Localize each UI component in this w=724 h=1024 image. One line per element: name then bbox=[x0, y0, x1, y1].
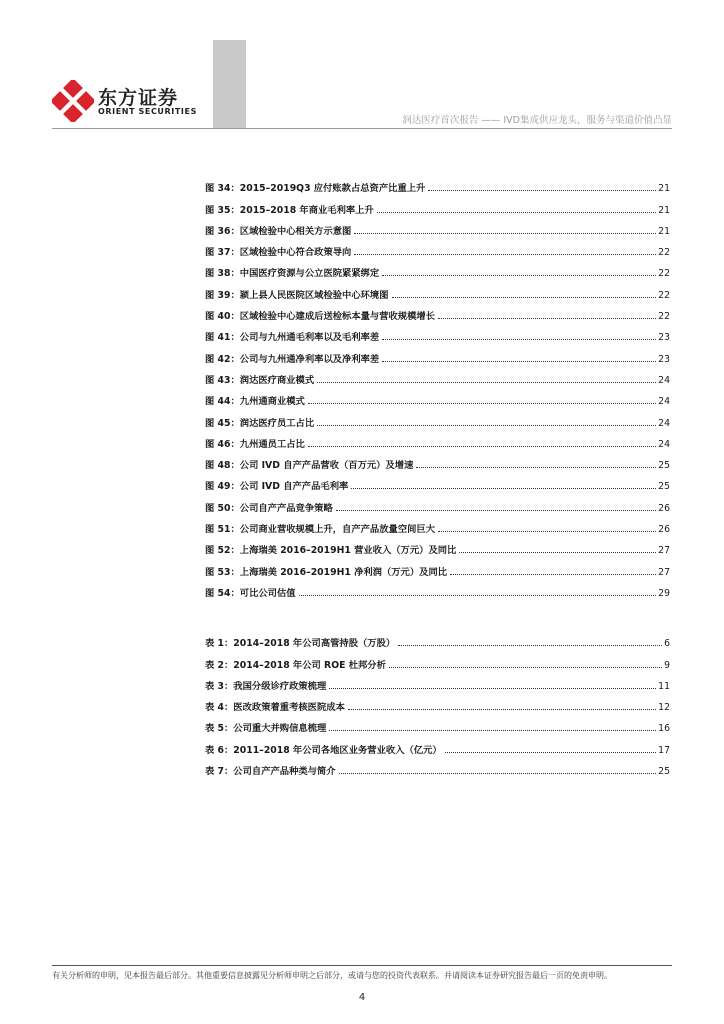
figure-toc-entry[interactable] bbox=[205, 365, 670, 386]
dot-leader bbox=[317, 382, 656, 383]
figure-toc-entry[interactable] bbox=[205, 578, 670, 599]
figure-toc-entry[interactable] bbox=[205, 514, 670, 535]
figure-toc-entry[interactable] bbox=[205, 471, 670, 492]
toc-page-number: 23 bbox=[658, 332, 670, 344]
dot-leader bbox=[438, 318, 656, 319]
table-toc-entry[interactable] bbox=[205, 756, 670, 777]
dot-leader bbox=[299, 595, 657, 596]
toc-page-number: 21 bbox=[658, 183, 670, 195]
dot-leader bbox=[354, 233, 656, 234]
table-toc-entry[interactable] bbox=[205, 628, 670, 649]
dot-leader bbox=[308, 446, 656, 447]
toc-entry-title: 图 34：2015–2019Q3 应付账款占总资产比重上升 bbox=[205, 183, 426, 195]
toc-page-number: 25 bbox=[658, 460, 670, 472]
figure-toc-entry[interactable] bbox=[205, 194, 670, 215]
toc-page-number: 9 bbox=[664, 659, 670, 671]
figure-toc-entry[interactable] bbox=[205, 407, 670, 428]
toc-entry-title: 表 6：2011–2018 年公司各地区业务营业收入（亿元） bbox=[205, 744, 442, 756]
toc-page-number: 26 bbox=[658, 524, 670, 536]
table-toc-entry[interactable] bbox=[205, 734, 670, 755]
toc-entry-title: 图 46：九州通员工占比 bbox=[205, 438, 305, 450]
dot-leader bbox=[348, 709, 656, 710]
toc-entry-title: 图 53：上海瑞美 2016–2019H1 净利润（万元）及同比 bbox=[205, 566, 448, 578]
table-toc-entry[interactable] bbox=[205, 713, 670, 734]
toc-entry-title: 表 2：2014–2018 年公司 ROE 杜邦分析 bbox=[205, 659, 386, 671]
toc-page-number: 27 bbox=[658, 566, 670, 578]
toc-entry-title: 图 45：润达医疗员工占比 bbox=[205, 417, 315, 429]
toc-entry-title: 图 37：区域检验中心符合政策导向 bbox=[205, 247, 352, 259]
toc-entry-title: 图 40：区域检验中心建成后送检标本量与营收规模增长 bbox=[205, 311, 436, 323]
toc-entry-title: 图 43：润达医疗商业模式 bbox=[205, 374, 315, 386]
toc-entry-title: 图 42：公司与九州通净利率以及净利率差 bbox=[205, 353, 380, 365]
toc-entry-title: 表 3：我国分级诊疗政策梳理 bbox=[205, 680, 327, 692]
toc-entry-title: 表 4：医改政策着重考核医院成本 bbox=[205, 702, 345, 714]
toc-entry-title: 图 52：上海瑞美 2016–2019H1 营业收入（万元）及同比 bbox=[205, 545, 457, 557]
toc-entry-title: 图 48：公司 IVD 自产产品营收（百万元）及增速 bbox=[205, 460, 414, 472]
toc-page-number: 21 bbox=[658, 225, 670, 237]
table-toc-entry[interactable] bbox=[205, 692, 670, 713]
toc-page-number: 21 bbox=[658, 204, 670, 216]
dot-leader bbox=[329, 688, 656, 689]
dot-leader bbox=[459, 552, 656, 553]
table-list bbox=[205, 628, 670, 777]
toc-entry-title: 图 35：2015–2018 年商业毛利率上升 bbox=[205, 204, 374, 216]
dot-leader bbox=[382, 361, 656, 362]
figure-toc-entry[interactable] bbox=[205, 343, 670, 364]
toc-page-number: 24 bbox=[658, 438, 670, 450]
dot-leader bbox=[377, 212, 656, 213]
logo-english-name: ORIENT SECURITIES bbox=[98, 107, 197, 116]
dot-leader bbox=[428, 190, 656, 191]
dot-leader bbox=[308, 403, 656, 404]
toc-entry-title: 图 38：中国医疗资源与公立医院紧紧绑定 bbox=[205, 268, 380, 280]
toc-page-number: 29 bbox=[658, 587, 670, 599]
figure-toc-entry[interactable] bbox=[205, 386, 670, 407]
dot-leader bbox=[339, 773, 657, 774]
footer-divider bbox=[52, 965, 672, 966]
figure-toc-entry[interactable] bbox=[205, 216, 670, 237]
dot-leader bbox=[450, 574, 656, 575]
dot-leader bbox=[438, 531, 656, 532]
toc-page-number: 27 bbox=[658, 545, 670, 557]
toc-page-number: 24 bbox=[658, 396, 670, 408]
toc-entry-title: 图 50：公司自产产品竞争策略 bbox=[205, 502, 333, 514]
logo-mark-icon bbox=[52, 80, 94, 122]
toc-entry-title: 图 54：可比公司估值 bbox=[205, 587, 296, 599]
toc-page-number: 12 bbox=[658, 702, 670, 714]
dot-leader bbox=[354, 254, 656, 255]
toc-entry-title: 表 1：2014–2018 年公司高管持股（万股） bbox=[205, 638, 396, 650]
table-toc-entry[interactable] bbox=[205, 671, 670, 692]
dot-leader bbox=[336, 510, 656, 511]
dot-leader bbox=[392, 297, 657, 298]
toc-page-number: 22 bbox=[658, 247, 670, 259]
page-number: 4 bbox=[358, 992, 366, 1003]
orient-securities-logo bbox=[52, 80, 202, 120]
toc-page-number: 25 bbox=[658, 766, 670, 778]
toc-page-number: 17 bbox=[658, 744, 670, 756]
header-divider bbox=[52, 128, 672, 129]
toc-page-number: 25 bbox=[658, 481, 670, 493]
dot-leader bbox=[329, 730, 656, 731]
figure-toc-entry[interactable] bbox=[205, 173, 670, 194]
toc-entry-title: 图 36：区域检验中心相关方示意图 bbox=[205, 225, 352, 237]
toc-page-number: 22 bbox=[658, 311, 670, 323]
report-subtitle: 润达医疗首次报告 —— IVD集成供应龙头，服务与渠道价值凸显 bbox=[402, 115, 672, 126]
figure-toc-entry[interactable] bbox=[205, 492, 670, 513]
figure-toc-entry[interactable] bbox=[205, 258, 670, 279]
dot-leader bbox=[416, 467, 656, 468]
dot-leader bbox=[351, 488, 656, 489]
toc-page-number: 6 bbox=[664, 638, 670, 650]
toc-entry-title: 图 41：公司与九州通毛利率以及毛利率差 bbox=[205, 332, 380, 344]
dot-leader bbox=[445, 752, 656, 753]
dot-leader bbox=[389, 667, 662, 668]
figure-toc-entry[interactable] bbox=[205, 450, 670, 471]
figure-toc-entry[interactable] bbox=[205, 322, 670, 343]
figure-toc-entry[interactable] bbox=[205, 301, 670, 322]
toc-entry-title: 图 39：颍上县人民医院区域检验中心环境图 bbox=[205, 289, 389, 301]
figure-toc-entry[interactable] bbox=[205, 237, 670, 258]
toc-page-number: 23 bbox=[658, 353, 670, 365]
dot-leader bbox=[398, 645, 662, 646]
figure-toc-entry[interactable] bbox=[205, 556, 670, 577]
header-gray-block bbox=[213, 40, 246, 128]
figure-list bbox=[205, 173, 670, 599]
footer-disclaimer: 有关分析师的申明，见本报告最后部分。其他重要信息披露见分析师申明之后部分，或请与您的投资代表联系。并请阅读本证券研究报告最后一页的免责申明。 bbox=[52, 971, 612, 980]
logo-chinese-name: 东方证券 bbox=[98, 87, 179, 109]
toc-page-number: 24 bbox=[658, 417, 670, 429]
toc-page-number: 26 bbox=[658, 502, 670, 514]
table-toc-entry[interactable] bbox=[205, 649, 670, 670]
toc-entry-title: 表 5：公司重大并购信息梳理 bbox=[205, 723, 327, 735]
dot-leader bbox=[382, 339, 656, 340]
dot-leader bbox=[382, 275, 656, 276]
figure-toc-entry[interactable] bbox=[205, 279, 670, 300]
toc-entry-title: 图 51：公司商业营收规模上升，自产产品放量空间巨大 bbox=[205, 524, 436, 536]
toc-entry-title: 表 7：公司自产产品种类与简介 bbox=[205, 766, 336, 778]
figure-toc-entry[interactable] bbox=[205, 535, 670, 556]
dot-leader bbox=[317, 425, 656, 426]
toc-entry-title: 图 44：九州通商业模式 bbox=[205, 396, 305, 408]
toc-page-number: 22 bbox=[658, 268, 670, 280]
toc-page-number: 22 bbox=[658, 289, 670, 301]
toc-page-number: 16 bbox=[658, 723, 670, 735]
figure-toc-entry[interactable] bbox=[205, 429, 670, 450]
toc-page-number: 11 bbox=[658, 680, 670, 692]
toc-page-number: 24 bbox=[658, 374, 670, 386]
toc-entry-title: 图 49：公司 IVD 自产产品毛利率 bbox=[205, 481, 349, 493]
